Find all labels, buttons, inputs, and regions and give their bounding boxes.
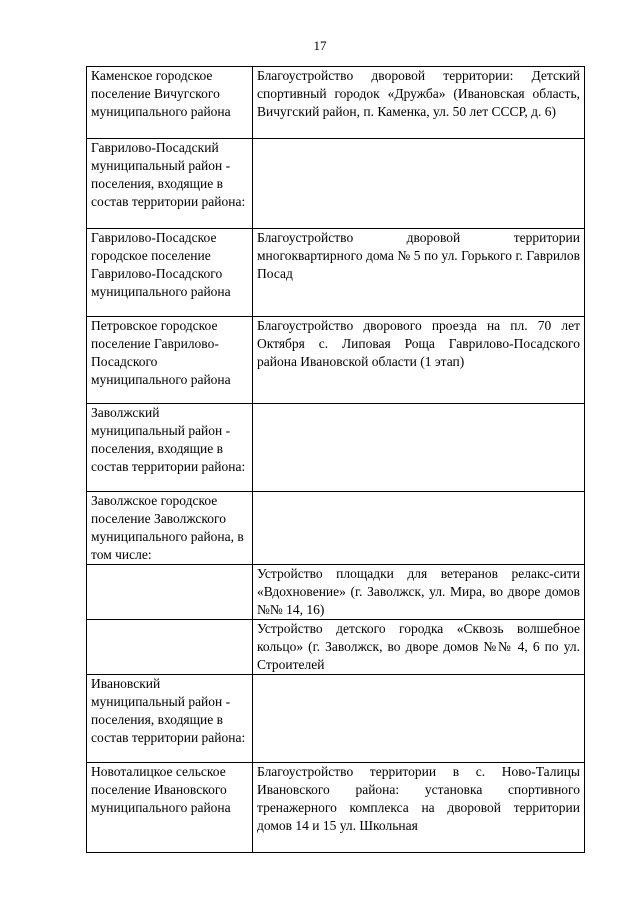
municipality-cell: Заволжское городское поселение Заволжского муниципального района, в том числе:: [87, 492, 253, 565]
table-row: [87, 317, 585, 404]
project-cell: Благоустройство территории в с. Ново-Талицы Ивановского района: установка спортивного тренажерного комплекса на дворовой территории домов 14 и 15 ул. Школьная: [253, 763, 585, 853]
table-row: [87, 620, 585, 675]
municipality-cell: Заволжский муниципальный район - поселения, входящие в состав территории района:: [87, 404, 253, 492]
table-row: [87, 675, 585, 763]
municipality-cell: Гаврилово-Посадский муниципальный район - поселения, входящие в состав территории района:: [87, 139, 253, 229]
page-number: 17: [313, 38, 327, 53]
project-cell: Благоустройство дворовой территории многоквартирного дома № 5 по ул. Горького г. Гаврилов Посад: [253, 229, 585, 317]
municipality-cell: Ивановский муниципальный район - поселения, входящие в состав территории района:: [87, 675, 253, 763]
project-cell: [253, 139, 585, 229]
table-row: [87, 404, 585, 492]
municipality-cell: Петровское городское поселение Гаврилово-Посадского муниципального района: [87, 317, 253, 404]
project-cell: [253, 404, 585, 492]
municipality-cell: [87, 565, 253, 620]
project-cell: Благоустройство дворовой территории: Детский спортивный городок «Дружба» (Ивановская область, Вичугский район, п. Каменка, ул. 50 лет СССР, д. 6): [253, 67, 585, 139]
table-row: [87, 492, 585, 565]
project-cell: Устройство детского городка «Сквозь волшебное кольцо» (г. Заволжск, во дворе домов №№ 4, 6 по ул. Строителей: [253, 620, 585, 675]
table-row: [87, 139, 585, 229]
project-cell: Благоустройство дворового проезда на пл. 70 лет Октября с. Липовая Роща Гаврилово-Посадского района Ивановской области (1 этап): [253, 317, 585, 404]
table-row: [87, 67, 585, 139]
document-table: [86, 66, 585, 853]
municipality-cell: Гаврилово-Посадское городское поселение Гаврилово-Посадского муниципального района: [87, 229, 253, 317]
project-cell: [253, 492, 585, 565]
municipality-cell: Каменское городское поселение Вичугского муниципального района: [87, 67, 253, 139]
project-cell: [253, 675, 585, 763]
table-row: [87, 763, 585, 853]
municipality-cell: Новоталицкое сельское поселение Ивановского муниципального района: [87, 763, 253, 853]
project-cell: Устройство площадки для ветеранов релакс-сити «Вдохновение» (г. Заволжск, ул. Мира, во дворе домов №№ 14, 16): [253, 565, 585, 620]
table-row: [87, 565, 585, 620]
table-row: [87, 229, 585, 317]
municipality-cell: [87, 620, 253, 675]
